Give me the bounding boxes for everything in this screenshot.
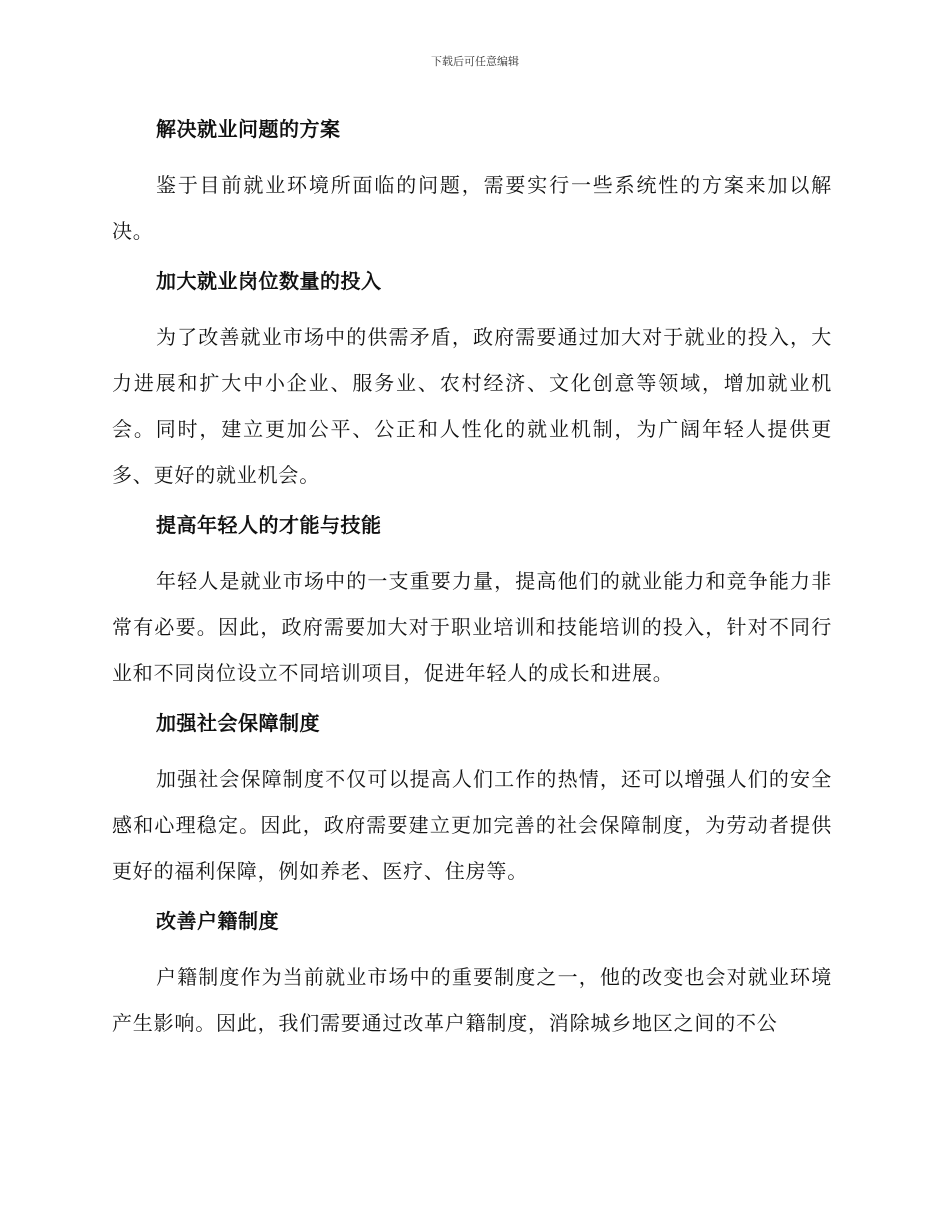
section-heading: 提高年轻人的才能与技能 — [156, 513, 382, 537]
section-paragraph: 加强社会保障制度不仅可以提高人们工作的热情，还可以增强人们的安全感和心理稳定。因此，政府需要建立更加完善的社会保障制度，为劳动者提供更好的福利保障，例如养老、医疗、住房等。 — [112, 767, 832, 883]
section-heading: 加强社会保障制度 — [156, 711, 320, 735]
section-paragraph: 户籍制度作为当前就业市场中的重要制度之一，他的改变也会对就业环境产生影响。因此，我们需要通过改革户籍制度，消除城乡地区之间的不公 — [112, 965, 832, 1035]
section-paragraph: 为了改善就业市场中的供需矛盾，政府需要通过加大对于就业的投入，大力进展和扩大中小企业、服务业、农村经济、文化创意等领域，增加就业机会。同时，建立更加公平、公正和人性化的就业机制，为广阔年轻人提供更多、更好的就业机会。 — [112, 325, 832, 487]
document-body — [112, 112, 832, 1056]
header-note: 下载后可任意编辑 — [431, 55, 519, 68]
section-heading: 加大就业岗位数量的投入 — [156, 269, 382, 293]
section-paragraph: 年轻人是就业市场中的一支重要力量，提高他们的就业能力和竞争能力非常有必要。因此，政府需要加大对于职业培训和技能培训的投入，针对不同行业和不同岗位设立不同培训项目，促进年轻人的成长和进展。 — [112, 569, 832, 685]
section-heading: 改善户籍制度 — [156, 909, 279, 933]
section-paragraph: 鉴于目前就业环境所面临的问题，需要实行一些系统性的方案来加以解决。 — [112, 173, 832, 243]
section-heading: 解决就业问题的方案 — [156, 117, 341, 141]
